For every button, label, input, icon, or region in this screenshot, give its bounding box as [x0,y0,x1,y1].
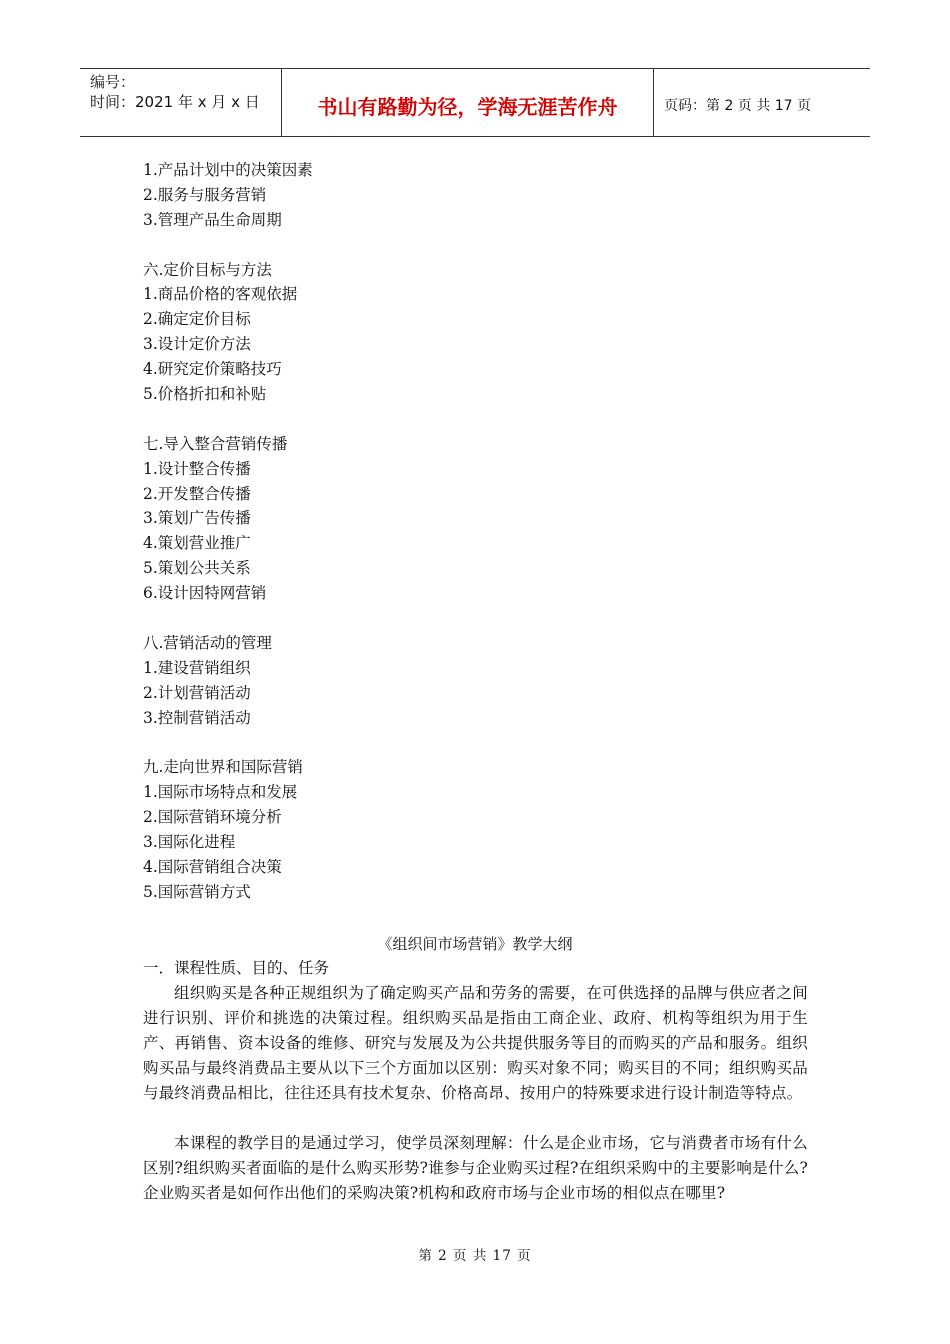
outline-item: 1.产品计划中的决策因素 [143,161,313,179]
page-footer: 第 2 页 共 17 页 [418,1248,532,1264]
outline-spacer [143,233,313,258]
outline-item: 七.导入整合营销传播 [143,434,288,453]
course-outline-list [143,158,313,905]
page-header [80,68,870,137]
header-meta-cell [80,69,282,136]
outline-item: 6.设计因特网营销 [143,584,267,603]
outline-item: 4.国际营销组合决策 [143,857,282,876]
outline-item: 1.建设营销组织 [143,658,251,677]
outline-spacer [143,407,313,432]
header-page-number: 页码：第 2 页 共 17 页 [664,97,811,114]
outline-item: 3.国际化进程 [143,833,236,852]
outline-item: 1.设计整合传播 [143,459,251,478]
outline-spacer [143,606,313,631]
outline-item: 2.开发整合传播 [143,484,251,503]
outline-item: 2.国际营销环境分析 [143,808,282,827]
outline-item: 1.国际市场特点和发展 [143,783,298,802]
outline-item: 2.计划营销活动 [143,683,251,702]
outline-item: 3.设计定价方法 [143,335,251,354]
outline-item: 5.价格折扣和补贴 [143,385,267,404]
section-heading: 一．课程性质、目的、任务 [143,959,330,977]
outline-spacer [143,730,313,755]
document-date-label: 时间：2021 年 x 月 x 日 [90,93,260,111]
body-paragraph-1: 组织购买是各种正规组织为了确定购买产品和劳务的需要，在可供选择的品牌与供应者之间进行识别、评价和挑选的决策过程。组织购买品是指由工商企业、政府、机构等组织为用于生产、再销售、资本设备的维修、研究与发展及为公共提供服务等目的而购买的产品和服务。组织购买品与最终消费品主要从以下三个方面加以区别：购买对象不同；购买目的不同；组织购买品与最终消费品相比，往往还具有技术复杂、价格高昂、按用户的特殊要求进行设计制造等特点。 [143,984,808,1102]
outline-item: 1.商品价格的客观依据 [143,285,298,304]
header-motto: 书山有路勤为径，学海无涯苦作舟 [282,69,654,136]
outline-item: 4.策划营业推广 [143,534,251,553]
outline-item: 3.策划广告传播 [143,509,251,528]
outline-item: 六.定价目标与方法 [143,260,272,279]
outline-item: 3.控制营销活动 [143,708,251,727]
document-number-label: 编号： [90,73,136,91]
outline-item: 3.管理产品生命周期 [143,210,282,229]
outline-item: 2.确定定价目标 [143,310,251,329]
outline-item: 2.服务与服务营销 [143,185,267,204]
syllabus-title: 《组织间市场营销》教学大纲 [377,935,573,953]
outline-item: 4.研究定价策略技巧 [143,360,282,379]
outline-item: 九.走向世界和国际营销 [143,758,303,777]
outline-item: 5.策划公共关系 [143,559,251,578]
body-paragraph-2: 本课程的教学目的是通过学习，使学员深刻理解：什么是企业市场，它与消费者市场有什么区别?组织购买者面临的是什么购买形势?谁参与企业购买过程?在组织采购中的主要影响是什么?企业购买者是如何作出他们的采购决策?机构和政府市场与企业市场的相似点在哪里? [143,1134,808,1202]
outline-item: 八.营销活动的管理 [143,633,272,652]
outline-item: 5.国际营销方式 [143,882,251,901]
